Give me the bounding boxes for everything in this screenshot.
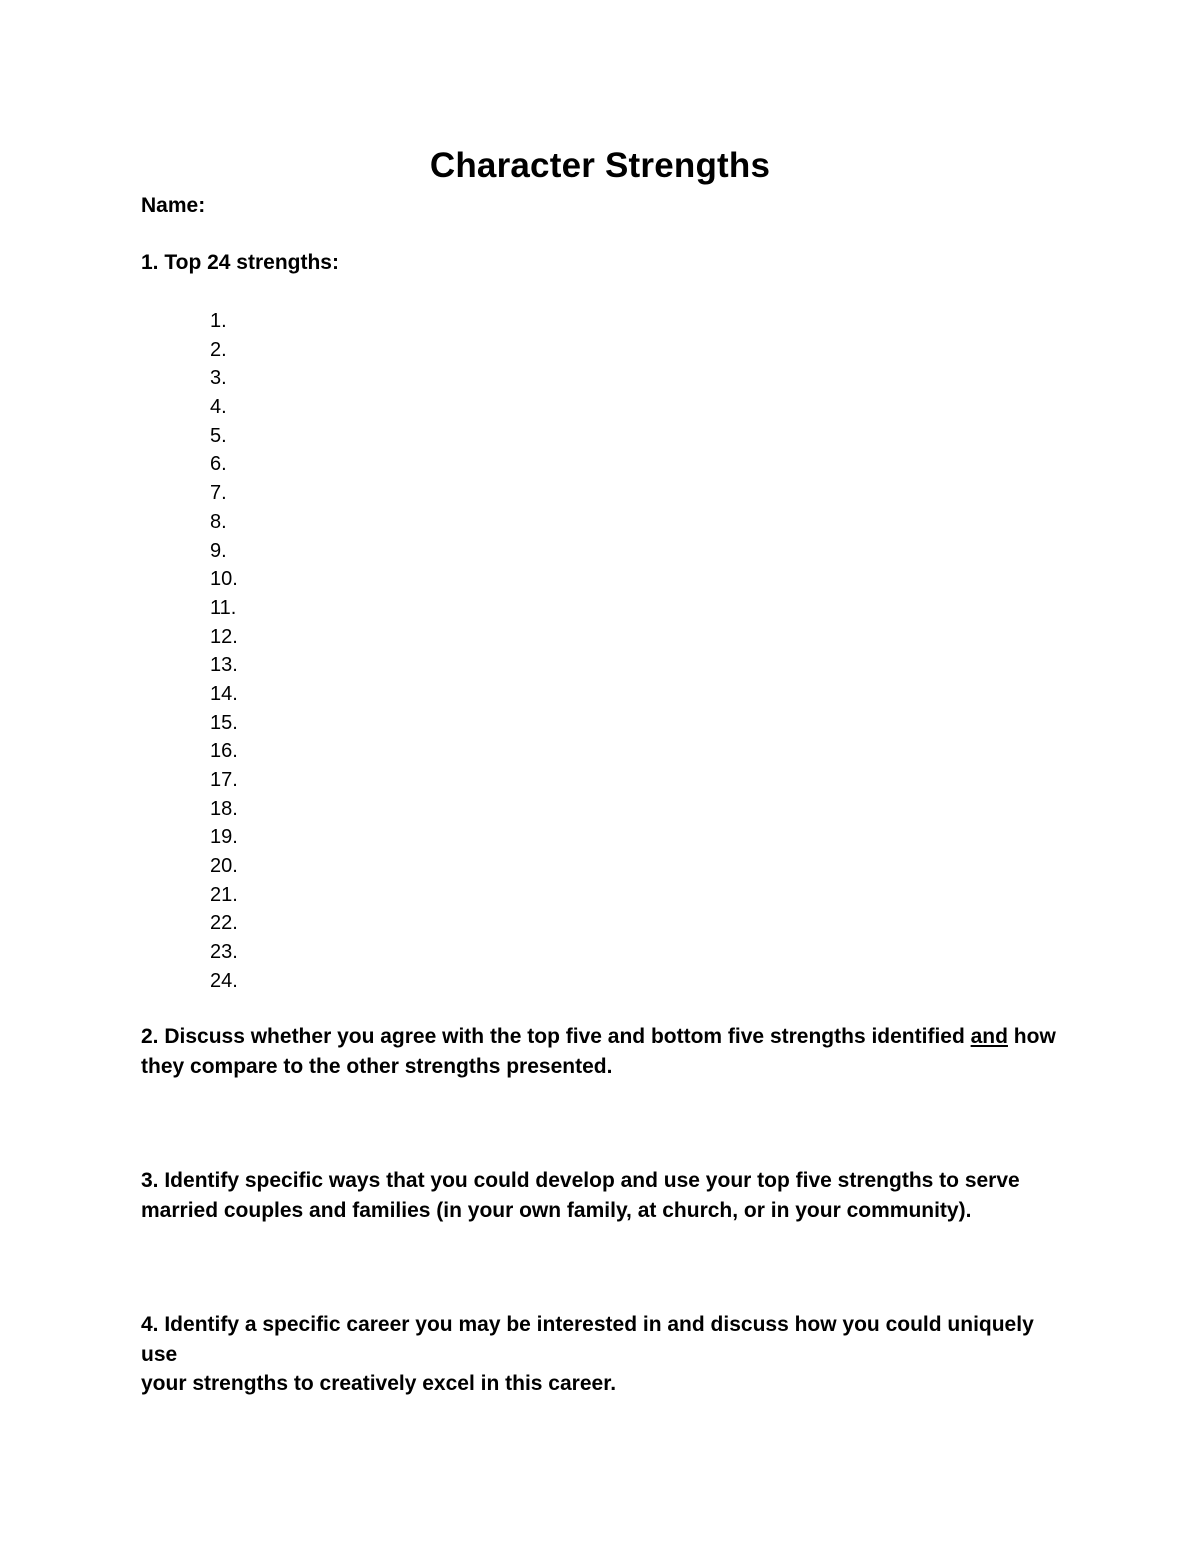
question-3: 3. Identify specific ways that you could develop and use your top five strengths to serve married couples and families (in your own family, at church, or in your community). — [141, 1169, 1020, 1222]
strength-list-item: 23. — [210, 941, 238, 964]
strength-list-item: 15. — [210, 711, 238, 734]
question-4: 4. Identify a specific career you may be interested in and discuss how you could uniquely use your strengths to creatively excel in this career. — [141, 1313, 1034, 1395]
strengths-list — [210, 307, 238, 996]
strength-list-item: 16. — [210, 740, 238, 763]
strength-list-item: 19. — [210, 826, 238, 849]
strength-list-item: 10. — [210, 568, 238, 591]
strength-list-item: 2. — [210, 338, 227, 361]
question-1: 1. Top 24 strengths: — [141, 251, 339, 274]
strength-list-item: 8. — [210, 510, 227, 533]
strength-list-item: 22. — [210, 912, 238, 935]
strength-list-item: 5. — [210, 424, 227, 447]
strength-list-item: 6. — [210, 453, 227, 476]
strength-list-item: 9. — [210, 539, 227, 562]
strength-list-item: 3. — [210, 367, 227, 390]
strength-list-item: 24. — [210, 969, 238, 992]
question-2 — [141, 1022, 1061, 1081]
question-2-text-end: how they compare to the other strengths presented. — [141, 1025, 1056, 1078]
strength-list-item: 14. — [210, 682, 238, 705]
strength-list-item: 1. — [210, 310, 227, 332]
question-2-text-start: 2. Discuss whether you agree with the top five and bottom five strengths identified — [141, 1025, 971, 1048]
document-title: Character Strengths — [429, 146, 771, 185]
strength-list-item: 18. — [210, 797, 238, 820]
question-2-underlined-word: and — [970, 1025, 1008, 1048]
name-label: Name: — [141, 194, 206, 217]
strength-list-item: 7. — [210, 482, 227, 505]
strength-list-item: 13. — [210, 654, 238, 677]
strength-list-item: 20. — [210, 855, 238, 878]
strength-list-item: 21. — [210, 883, 238, 906]
strength-list-item: 12. — [210, 625, 238, 648]
strength-list-item: 17. — [210, 769, 238, 791]
strength-list-item: 11. — [210, 596, 237, 619]
strength-list-item: 4. — [210, 396, 227, 419]
